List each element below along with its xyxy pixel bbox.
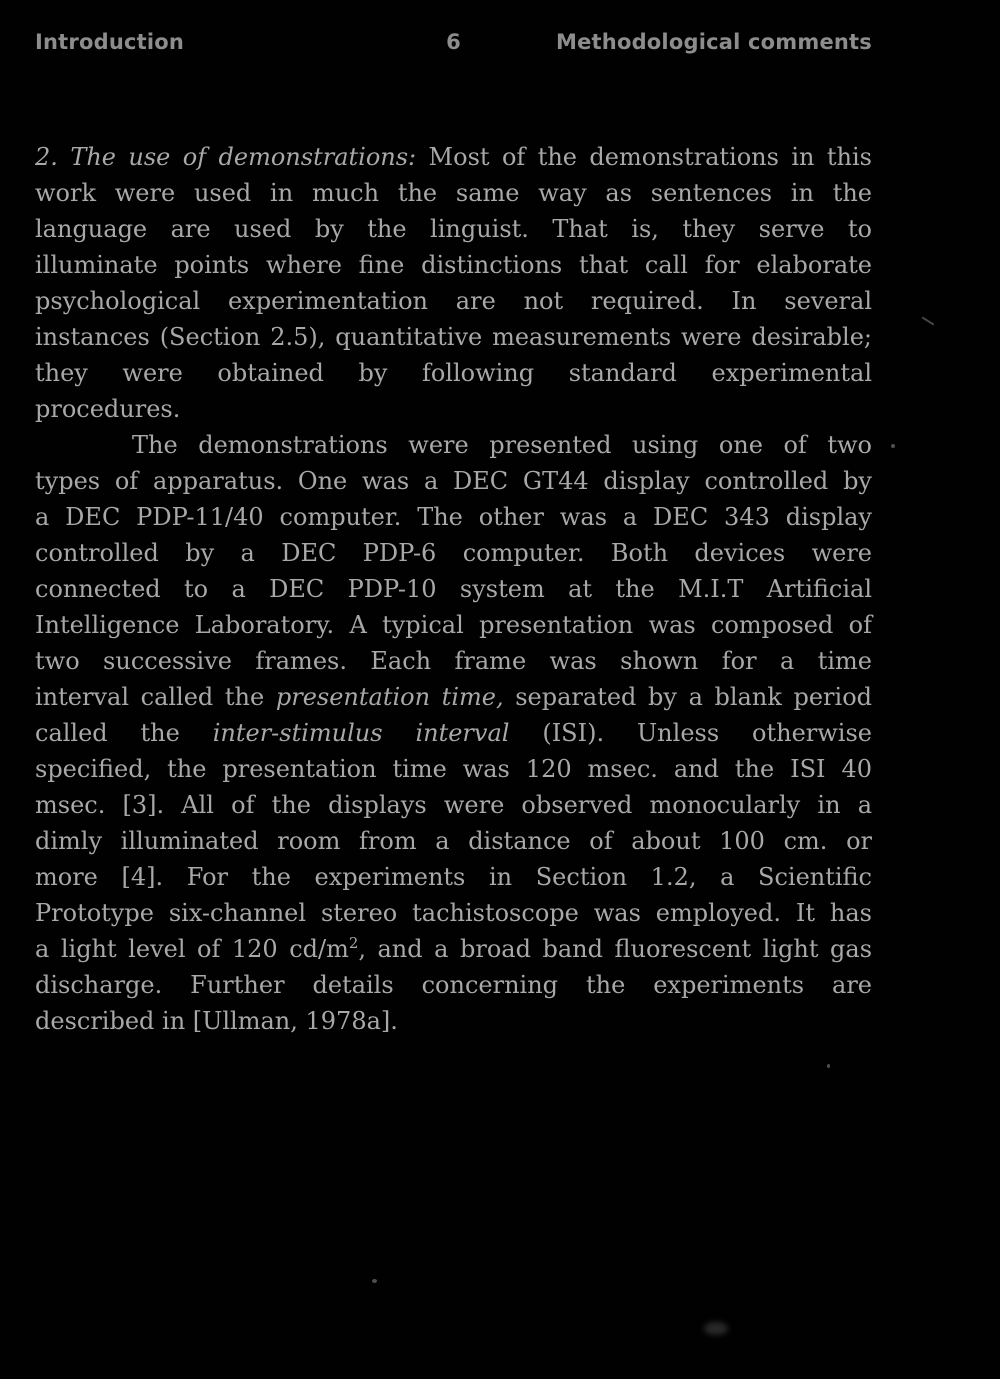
- text-segment: more [4]. For the experiments in Section 1.2, a Scientific: [35, 863, 872, 891]
- text-segment: Intelligence Laboratory. A typical presentation was composed of: [35, 611, 872, 639]
- text-segment: illuminate points where fine distinctions that call for elaborate: [35, 251, 872, 279]
- body-text: [35, 139, 872, 1039]
- text-segment: types of apparatus. One was a DEC GT44 display controlled by: [35, 467, 872, 495]
- text-line: [35, 967, 872, 1003]
- running-header: [35, 30, 872, 54]
- italic-text: inter-stimulus interval: [212, 719, 510, 747]
- text-line: [35, 715, 872, 751]
- scan-artifact: [827, 1064, 830, 1068]
- text-segment: work were used in much the same way as sentences in the: [35, 179, 872, 207]
- text-segment: procedures.: [35, 395, 181, 423]
- text-segment: , and a broad band fluorescent light gas: [358, 935, 873, 963]
- text-segment: dimly illuminated room from a distance of about 100 cm. or: [35, 827, 872, 855]
- text-line: [35, 643, 872, 679]
- text-line: [35, 823, 872, 859]
- text-line: [35, 571, 872, 607]
- text-line: [35, 751, 872, 787]
- text-line: [35, 319, 872, 355]
- text-segment: instances (Section 2.5), quantitative measurements were desirable;: [35, 323, 872, 351]
- text-segment: a DEC PDP-11/40 computer. The other was a DEC 343 display: [35, 503, 872, 531]
- text-line: [35, 175, 872, 211]
- scan-artifact: [372, 1279, 377, 1283]
- superscript-text: 2: [348, 934, 359, 952]
- text-segment: language are used by the linguist. That is, they serve to: [35, 215, 872, 243]
- text-segment: Most of the demonstrations in this: [416, 143, 872, 171]
- text-segment: The demonstrations were presented using one of two: [132, 431, 872, 459]
- text-line: [35, 463, 872, 499]
- text-segment: psychological experimentation are not required. In several: [35, 287, 872, 315]
- text-line: [35, 355, 872, 391]
- text-line: [35, 607, 872, 643]
- scan-artifact: [922, 316, 935, 325]
- text-segment: separated by a blank period: [503, 683, 873, 711]
- text-line: [35, 247, 872, 283]
- text-line: [35, 787, 872, 823]
- text-line: [35, 211, 872, 247]
- text-line: [35, 139, 872, 175]
- text-line: [35, 283, 872, 319]
- text-segment: msec. [3]. All of the displays were observed monocularly in a: [35, 791, 872, 819]
- text-segment: connected to a DEC PDP-10 system at the M.I.T Artificial: [35, 575, 872, 603]
- scan-artifact: [891, 444, 895, 448]
- text-line: [35, 859, 872, 895]
- italic-text: presentation time,: [275, 683, 504, 711]
- text-segment: a light level of 120 cd/m: [35, 935, 349, 963]
- text-line: [35, 427, 872, 463]
- text-segment: (ISI). Unless otherwise: [509, 719, 872, 747]
- scan-artifact: [704, 1322, 728, 1335]
- text-segment: Prototype six-channel stereo tachistoscope was employed. It has: [35, 899, 872, 927]
- page-number: 6: [446, 30, 461, 54]
- italic-text: 2. The use of demonstrations:: [35, 143, 417, 171]
- text-segment: described in [Ullman, 1978a].: [35, 1007, 398, 1035]
- text-line: [35, 391, 872, 427]
- text-line: [35, 535, 872, 571]
- text-line: [35, 679, 872, 715]
- text-segment: called the: [35, 719, 213, 747]
- text-line: [35, 895, 872, 931]
- text-segment: discharge. Further details concerning the experiments are: [35, 971, 872, 999]
- text-line: [35, 931, 872, 967]
- text-line: [35, 1003, 872, 1039]
- text-line: [35, 499, 872, 535]
- text-segment: they were obtained by following standard experimental: [35, 359, 872, 387]
- header-chapter-title: Methodological comments: [556, 30, 872, 54]
- text-segment: controlled by a DEC PDP-6 computer. Both devices were: [35, 539, 872, 567]
- text-segment: specified, the presentation time was 120 msec. and the ISI 40: [35, 755, 872, 783]
- text-segment: two successive frames. Each frame was shown for a time: [35, 647, 872, 675]
- text-segment: interval called the: [35, 683, 276, 711]
- header-section-title: Introduction: [35, 30, 185, 54]
